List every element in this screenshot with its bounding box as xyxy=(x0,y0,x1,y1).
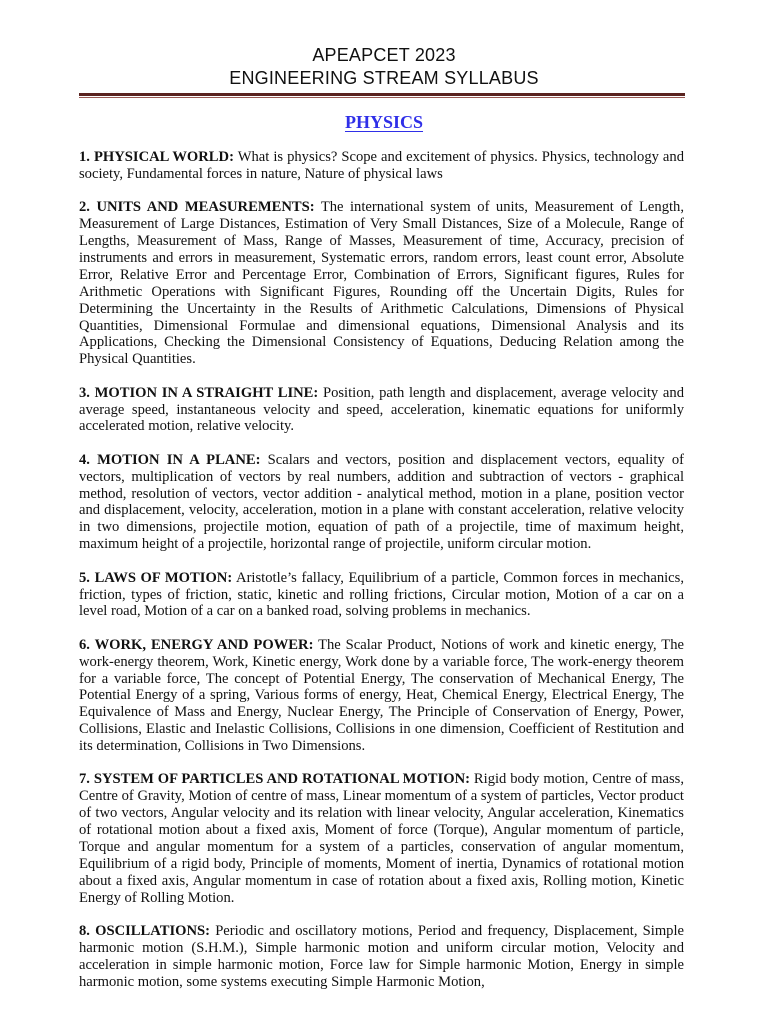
section-body: Position, path length and displacement, average velocity and average speed, instantaneous velocity and speed, acceleration, kinematic equations for uniformly accelerated motion, relative velocity. xyxy=(79,384,684,435)
section-body: The Scalar Product, Notions of work and kinetic energy, The work-energy theorem, Work, Kinetic energy, Work done by a variable force, The work-energy theorem for a variable force, The concept of Potential Energy, The conservation of Mechanical Energy, The Potential Energy of a spring, Various forms of energy, Heat, Chemical Energy, Electrical Energy, The Equivalence of Mass and Energy, Nuclear Energy, The Principle of Conservation of Energy, Power, Collisions, Elastic and Inelastic Collisions, Collisions in one dimension, Coefficient of Restitution and its determination, Collisions in Two Dimensions. xyxy=(79,636,685,755)
syllabus-section-3 xyxy=(79,385,684,436)
section-heading: 6. WORK, ENERGY AND POWER: xyxy=(79,636,314,653)
section-body: The international system of units, Measurement of Length, Measurement of Large Distances, Estimation of Very Small Distances, Size of a Molecule, Range of Lengths, Measurement of Mass, Range of Masses, Measurement of time, Accuracy, precision of instruments and errors in measurement, Systematic errors, random errors, least count error, Absolute Error, Relative Error and Percentage Error, Combination of Errors, Significant figures, Rules for Arithmetic Operations with Significant Figures, Rounding off the Uncertain Digits, Rules for Determining the Uncertainty in the Results of Arithmetic Calculations, Dimensions of Physical Quantities, Dimensional Formulae and dimensional equations, Dimensional Analysis and its Applications, Checking the Dimensional Consistency of Equations, Deducing Relation among the Physical Quantities. xyxy=(79,199,684,368)
header-divider-thin xyxy=(79,97,685,98)
subject-heading: PHYSICS xyxy=(344,112,424,132)
header-divider xyxy=(79,93,685,96)
section-heading: 8. OSCILLATIONS: xyxy=(79,923,211,940)
section-heading: 4. MOTION IN A PLANE: xyxy=(79,451,261,468)
section-body: Periodic and oscillatory motions, Period and frequency, Displacement, Simple harmonic motion (S.H.M.), Simple harmonic motion and uniform circular motion, Velocity and acceleration in simple harmonic motion, Force law for Simple harmonic Motion, Energy in simple harmonic motion, some systems executing Simple Harmonic Motion, xyxy=(79,923,684,990)
section-body: What is physics? Scope and excitement of physics. Physics, technology and society, Fundamental forces in nature, Nature of physical laws xyxy=(79,149,685,182)
syllabus-section-2 xyxy=(79,199,684,368)
section-heading: 5. LAWS OF MOTION: xyxy=(79,569,233,586)
section-heading: 3. MOTION IN A STRAIGHT LINE: xyxy=(79,384,319,401)
syllabus-section-5 xyxy=(79,570,684,621)
section-heading: 2. UNITS AND MEASUREMENTS: xyxy=(79,199,315,216)
section-heading: 7. SYSTEM OF PARTICLES AND ROTATIONAL MOTION: xyxy=(79,771,470,788)
section-body: Scalars and vectors, position and displacement vectors, equality of vectors, multiplication of vectors by real numbers, addition and subtraction of vectors - graphical method, resolution of vectors, vector addition - analytical method, motion in a plane, position vector and displacement, velocity, acceleration, motion in a plane with constant acceleration, relative velocity in two dimensions, projectile motion, equation of path of a projectile, time of maximum height, maximum height of a projectile, horizontal range of projectile, uniform circular motion. xyxy=(79,451,684,553)
syllabus-section-6 xyxy=(79,637,684,755)
syllabus-section-8 xyxy=(79,923,684,991)
section-body: Rigid body motion, Centre of mass, Centre of Gravity, Motion of centre of mass, Linear momentum of a system of particles, Vector product of two vectors, Angular velocity and its relation with linear velocity, Angular acceleration, Kinematics of rotational motion about a fixed axis, Moment of force (Torque), Angular momentum of particle, Torque and angular momentum for a system of a particles, conservation of angular momentum, Equilibrium of a rigid body, Principle of moments, Moment of inertia, Dynamics of rotational motion about a fixed axis, Angular momentum in case of rotation about a fixed axis, Rolling motion, Kinetic Energy of Rolling Motion. xyxy=(79,771,684,906)
syllabus-section-7 xyxy=(79,771,684,906)
syllabus-sections xyxy=(79,149,684,1007)
syllabus-section-4 xyxy=(79,452,684,553)
section-heading: 1. PHYSICAL WORLD: xyxy=(79,149,234,165)
syllabus-title: ENGINEERING STREAM SYLLABUS xyxy=(229,68,539,88)
section-body: Aristotle’s fallacy, Equilibrium of a particle, Common forces in mechanics, friction, types of friction, static, kinetic and rolling frictions, Circular motion, Motion of a car on a level road, Motion of a car on a banked road, solving problems in mechanics. xyxy=(79,569,684,620)
syllabus-section-1 xyxy=(79,149,684,183)
exam-title: APEAPCET 2023 xyxy=(312,45,456,65)
